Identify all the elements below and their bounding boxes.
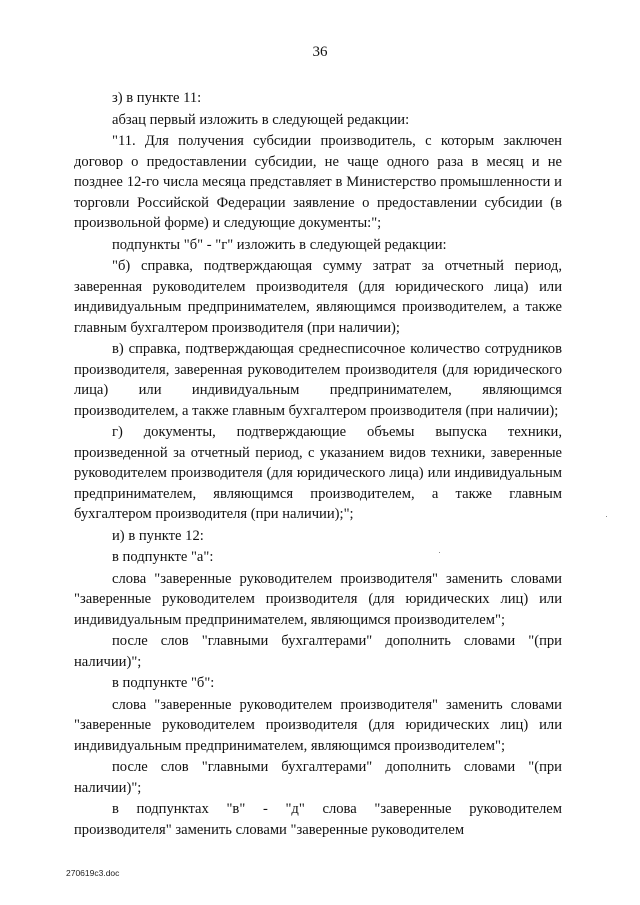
page-number: 36 xyxy=(312,44,328,60)
paragraph-subclauses-v-d: в подпунктах "в" - "д" слова "заверенные руководителем производителя" заменить словами "заверенные руководителем xyxy=(74,801,562,838)
paragraph-clause-i: и) в пункте 12: xyxy=(112,527,204,544)
paragraph-subclause-a-after: после слов "главными бухгалтерами" дополнить словами "(при наличии)"; xyxy=(74,633,562,670)
scan-speck xyxy=(606,516,607,517)
paragraph-subclause-g: г) документы, подтверждающие объемы выпуска техники, произведенной за отчетный период, с указанием видов техники, заверенные руководителем производителя (для юридического лица) или индивидуальным предпринимателем, являющимся производителем, а также главным бухгалтером производителя (при наличии);"; xyxy=(74,424,562,522)
paragraph-subclause-a-words: слова "заверенные руководителем производителя" заменить словами "заверенные руководителем производителя (для юридических лиц) или индивидуальным предпринимателем, являющимся производителем"; xyxy=(74,570,562,628)
paragraph-clause-z: з) в пункте 11: xyxy=(112,90,202,106)
paragraph-subclause-v: в) справка, подтверждающая среднесписочное количество сотрудников производителя, заверенная руководителем производителя (для юридического лица) или индивидуальным предпринимателем, являющимся производителем, а также главным бухгалтером производителя (при наличии); xyxy=(74,341,562,419)
paragraph-subclause-a-heading: в подпункте "а": xyxy=(112,549,214,565)
paragraph-subclauses-b-g: подпункты "б" - "г" изложить в следующей редакции: xyxy=(112,236,447,253)
paragraph-first-abzac: абзац первый изложить в следующей редакции: xyxy=(112,111,410,128)
paragraph-subclause-b-heading: в подпункте "б": xyxy=(112,675,215,691)
paragraph-clause-11-text: "11. Для получения субсидии производитель, с которым заключен договор о предоставлении субсидии, не чаще одного раза в месяц и не позднее 12-го числа месяца представляет в Министерство промышленности и торговли Российской Федерации заявление о предоставлении субсидии (в произвольной форме) и следующие документы:"; xyxy=(74,133,562,231)
document-body xyxy=(74,88,562,841)
paragraph-subclause-b-after: после слов "главными бухгалтерами" дополнить словами "(при наличии)"; xyxy=(74,759,562,796)
paragraph-subclause-b-words: слова "заверенные руководителем производителя" заменить словами "заверенные руководителем производителя (для юридических лиц) или индивидуальным предпринимателем, являющимся производителем"; xyxy=(74,696,562,754)
footer-filename: 270619c3.doc xyxy=(66,868,120,878)
scan-speck xyxy=(439,552,440,553)
paragraph-subclause-b: "б) справка, подтверждающая сумму затрат за отчетный период, заверенная руководителем производителя (для юридического лица) или индивидуальным предпринимателем, являющимся производителем, а также главным бухгалтером производителя (при наличии); xyxy=(74,258,562,336)
